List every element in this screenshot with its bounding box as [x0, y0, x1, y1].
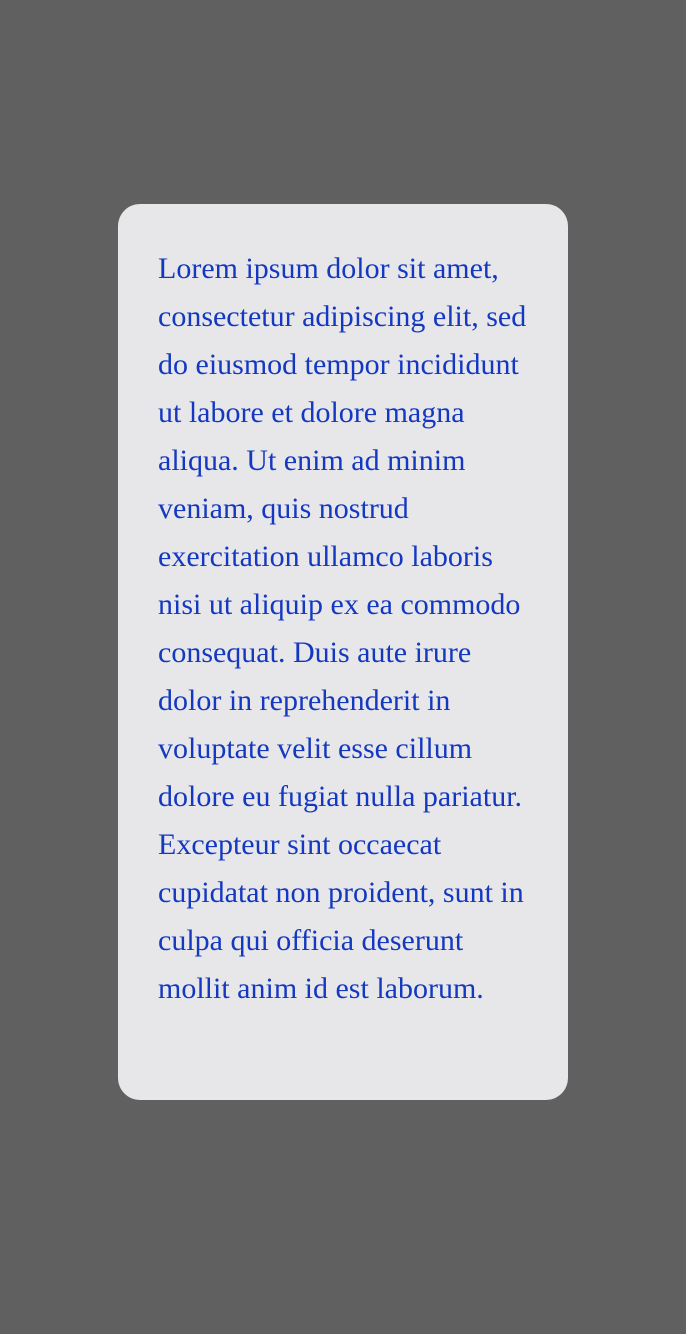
dialog-card — [118, 204, 568, 1100]
dialog-message: Lorem ipsum dolor sit amet, consectetur adipiscing elit, sed do eiusmod tempor incididunt ut labore et dolore magna aliqua. Ut enim ad minim veniam, quis nostrud exercitation ullamco laboris nisi ut aliquip ex ea commodo consequat. Duis aute irure dolor in reprehenderit in voluptate velit esse cillum dolore eu fugiat nulla pariatur. Excepteur sint occaecat cupidatat non proident, sunt in culpa qui officia deserunt mollit anim id est laborum. — [158, 252, 527, 1005]
